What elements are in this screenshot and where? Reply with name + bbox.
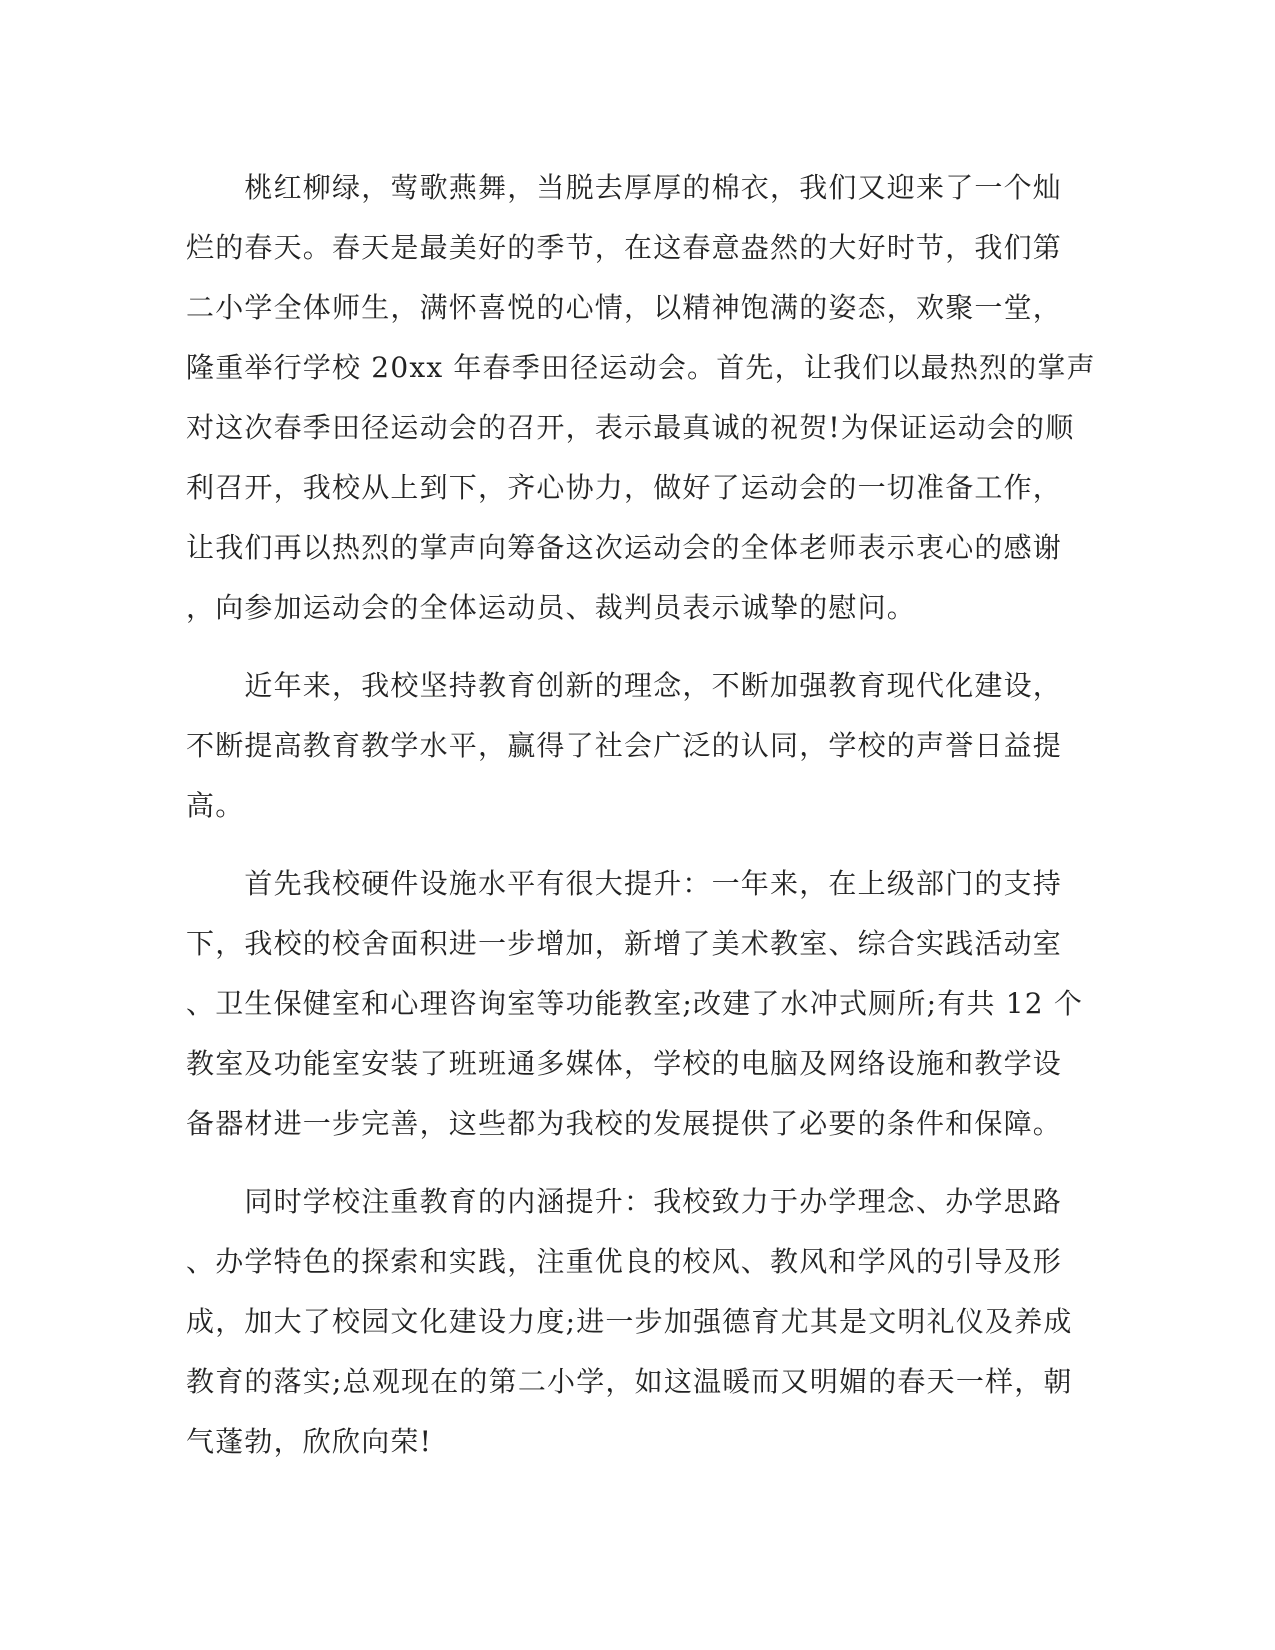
paragraph-spacer: [186, 1154, 1066, 1172]
paragraph-1: [186, 158, 1096, 638]
text-line: 隆重举行学校 20xx 年春季田径运动会。首先，让我们以最热烈的掌声: [186, 351, 1096, 384]
text-line: 同时学校注重教育的内涵提升：我校致力于办学理念、办学思路: [186, 1185, 1063, 1218]
paragraph-4: [186, 1172, 1073, 1472]
text-line: 近年来，我校坚持教育创新的理念，不断加强教育现代化建设，: [186, 669, 1063, 702]
text-line: 高。: [186, 789, 245, 822]
document-body: [186, 158, 1096, 1472]
paragraph-2: [186, 656, 1066, 836]
text-line: 不断提高教育教学水平，赢得了社会广泛的认同，学校的声誉日益提: [186, 729, 1063, 762]
text-line: 二小学全体师生，满怀喜悦的心情，以精神饱满的姿态，欢聚一堂，: [186, 291, 1063, 324]
text-line: 首先我校硬件设施水平有很大提升：一年来，在上级部门的支持: [186, 867, 1063, 900]
text-line: 、办学特色的探索和实践，注重优良的校风、教风和学风的引导及形: [186, 1245, 1063, 1278]
text-line: 让我们再以热烈的掌声向筹备这次运动会的全体老师表示衷心的感谢: [186, 531, 1063, 564]
paragraph-3: [186, 854, 1084, 1154]
text-line: ，向参加运动会的全体运动员、裁判员表示诚挚的慰问。: [186, 591, 917, 624]
text-line: 备器材进一步完善，这些都为我校的发展提供了必要的条件和保障。: [186, 1107, 1063, 1140]
paragraph-spacer: [186, 836, 1066, 854]
text-line: 下，我校的校舍面积进一步增加，新增了美术教室、综合实践活动室: [186, 927, 1063, 960]
paragraph-spacer: [186, 638, 1066, 656]
text-line: 教育的落实;总观现在的第二小学，如这温暖而又明媚的春天一样，朝: [186, 1365, 1073, 1398]
text-line: 桃红柳绿，莺歌燕舞，当脱去厚厚的棉衣，我们又迎来了一个灿: [186, 171, 1063, 204]
text-line: 烂的春天。春天是最美好的季节，在这春意盎然的大好时节，我们第: [186, 231, 1063, 264]
text-line: 气蓬勃，欣欣向荣!: [186, 1425, 433, 1458]
text-line: 利召开，我校从上到下，齐心协力，做好了运动会的一切准备工作，: [186, 471, 1063, 504]
text-line: 教室及功能室安装了班班通多媒体，学校的电脑及网络设施和教学设: [186, 1047, 1063, 1080]
text-line: 对这次春季田径运动会的召开，表示最真诚的祝贺!为保证运动会的顺: [186, 411, 1075, 444]
text-line: 成，加大了校园文化建设力度;进一步加强德育尤其是文明礼仪及养成: [186, 1305, 1073, 1338]
text-line: 、卫生保健室和心理咨询室等功能教室;改建了水冲式厕所;有共 12 个: [186, 987, 1084, 1020]
